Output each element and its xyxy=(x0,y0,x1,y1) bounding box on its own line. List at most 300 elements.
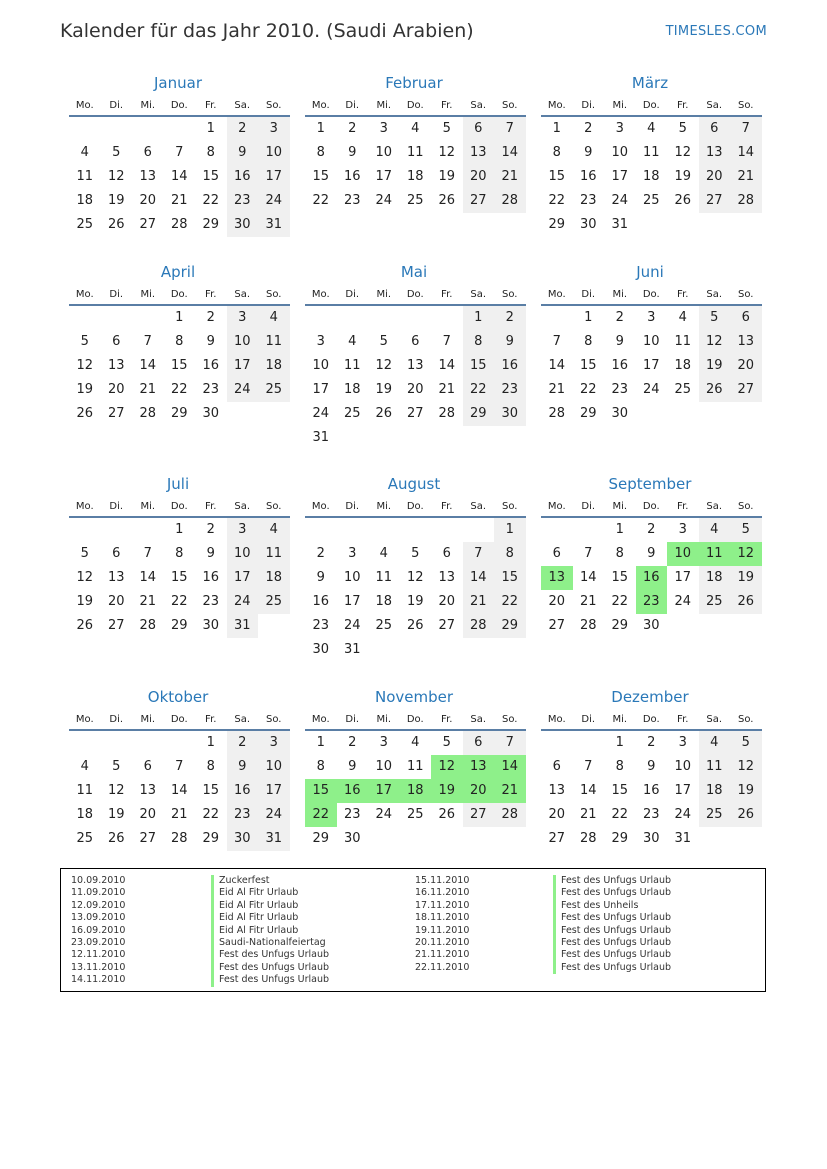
day-cell: 25 xyxy=(343,406,361,421)
legend-dates-left xyxy=(71,875,125,987)
day-cell: 6 xyxy=(699,117,731,141)
day-cell: 15 xyxy=(494,566,526,590)
month-märz xyxy=(539,73,761,237)
day-cell: 30 xyxy=(611,406,629,421)
day-cell: 14 xyxy=(579,570,597,585)
weekday-header: Di. xyxy=(573,707,605,731)
day-cell: 6 xyxy=(463,731,495,755)
day-cell: 27 xyxy=(107,406,125,421)
legend-names-left xyxy=(211,875,329,987)
empty-cell xyxy=(101,731,133,755)
weekday-header: Fr. xyxy=(195,93,227,117)
empty-cell xyxy=(636,402,668,426)
day-cell: 13 xyxy=(107,358,125,373)
weekday-header: Mi. xyxy=(604,93,636,117)
day-cell: 2 xyxy=(647,522,656,537)
weekday-header: Di. xyxy=(101,494,133,518)
empty-cell xyxy=(400,306,432,330)
day-cell: 17 xyxy=(343,594,361,609)
day-cell: 24 xyxy=(674,807,692,822)
weekday-header: Di. xyxy=(573,93,605,117)
day-cell: 1 xyxy=(494,518,526,542)
legend-date: 17.11.2010 xyxy=(415,899,470,911)
month-grid xyxy=(305,494,525,662)
day-cell: 15 xyxy=(305,779,337,803)
empty-cell xyxy=(494,426,526,450)
day-cell: 24 xyxy=(611,193,629,208)
month-grid xyxy=(69,707,289,851)
empty-cell xyxy=(69,518,101,542)
day-cell: 20 xyxy=(139,807,157,822)
day-cell: 27 xyxy=(438,618,456,633)
day-cell: 22 xyxy=(305,803,337,827)
day-cell: 16 xyxy=(202,570,220,585)
day-cell: 7 xyxy=(143,334,152,349)
day-cell: 21 xyxy=(494,779,526,803)
legend-holiday-name: Saudi-Nationalfeiertag xyxy=(211,937,329,949)
day-cell: 28 xyxy=(139,406,157,421)
day-cell: 15 xyxy=(611,783,629,798)
weekday-header: Fr. xyxy=(667,494,699,518)
day-cell: 13 xyxy=(107,570,125,585)
day-cell: 14 xyxy=(548,358,566,373)
empty-cell xyxy=(368,306,400,330)
day-cell: 15 xyxy=(170,570,188,585)
day-cell: 15 xyxy=(579,358,597,373)
brand-link[interactable]: TIMESLES.COM xyxy=(665,24,767,39)
day-cell: 2 xyxy=(494,306,526,330)
day-cell: 16 xyxy=(636,566,668,590)
day-cell: 12 xyxy=(431,755,463,779)
day-cell: 27 xyxy=(463,189,495,213)
legend-holiday-name: Fest des Unheils xyxy=(553,900,671,912)
day-cell: 23 xyxy=(343,193,361,208)
legend-date: 20.11.2010 xyxy=(415,936,470,948)
weekday-header: Sa. xyxy=(227,282,259,306)
day-cell: 7 xyxy=(552,334,561,349)
empty-cell xyxy=(730,402,762,426)
day-cell: 29 xyxy=(463,402,495,426)
weekday-header: Mi. xyxy=(604,707,636,731)
day-cell: 10 xyxy=(642,334,660,349)
empty-cell xyxy=(699,827,731,851)
day-cell: 12 xyxy=(107,783,125,798)
day-cell: 28 xyxy=(579,831,597,846)
day-cell: 7 xyxy=(584,546,593,561)
day-cell: 13 xyxy=(699,141,731,165)
day-cell: 30 xyxy=(579,217,597,232)
weekday-header: Do. xyxy=(164,93,196,117)
day-cell: 20 xyxy=(438,594,456,609)
day-cell: 22 xyxy=(202,193,220,208)
weekday-header: Sa. xyxy=(699,494,731,518)
day-cell: 5 xyxy=(80,546,89,561)
empty-cell xyxy=(463,518,495,542)
day-cell: 28 xyxy=(438,406,456,421)
weekday-header: Mo. xyxy=(541,282,573,306)
empty-cell xyxy=(368,827,400,851)
day-cell: 26 xyxy=(438,193,456,208)
month-name: Oktober xyxy=(147,688,209,706)
day-cell: 26 xyxy=(76,618,94,633)
day-cell: 18 xyxy=(699,779,731,803)
month-name: November xyxy=(374,688,454,706)
day-cell: 3 xyxy=(258,117,290,141)
empty-cell xyxy=(69,117,101,141)
day-cell: 1 xyxy=(316,735,325,750)
month-name: September xyxy=(608,475,692,493)
weekday-header: So. xyxy=(494,93,526,117)
day-cell: 17 xyxy=(375,169,393,184)
day-cell: 24 xyxy=(258,803,290,827)
weekday-header: Fr. xyxy=(431,494,463,518)
day-cell: 25 xyxy=(699,803,731,827)
weekday-header: Sa. xyxy=(699,93,731,117)
day-cell: 9 xyxy=(206,546,215,561)
day-cell: 21 xyxy=(438,382,456,397)
day-cell: 28 xyxy=(170,217,188,232)
day-cell: 18 xyxy=(642,169,660,184)
empty-cell xyxy=(69,731,101,755)
day-cell: 18 xyxy=(343,382,361,397)
weekday-header: Mo. xyxy=(541,707,573,731)
day-cell: 31 xyxy=(227,614,259,638)
day-cell: 7 xyxy=(494,117,526,141)
legend-date: 12.09.2010 xyxy=(71,899,126,911)
day-cell: 8 xyxy=(316,145,325,160)
day-cell: 27 xyxy=(699,189,731,213)
day-cell: 23 xyxy=(611,382,629,397)
day-cell: 28 xyxy=(579,618,597,633)
day-cell: 1 xyxy=(615,735,624,750)
day-cell: 26 xyxy=(699,378,731,402)
day-cell: 3 xyxy=(647,310,656,325)
empty-cell xyxy=(431,827,463,851)
day-cell: 25 xyxy=(375,618,393,633)
day-cell: 12 xyxy=(76,358,94,373)
day-cell: 13 xyxy=(541,566,573,590)
day-cell: 20 xyxy=(107,382,125,397)
day-cell: 3 xyxy=(227,518,259,542)
day-cell: 22 xyxy=(548,193,566,208)
day-cell: 14 xyxy=(463,566,495,590)
day-cell: 22 xyxy=(312,193,330,208)
day-cell: 10 xyxy=(258,141,290,165)
weekday-header: Mo. xyxy=(69,494,101,518)
legend-holiday-name: Fest des Unfugs Urlaub xyxy=(553,937,671,949)
day-cell: 13 xyxy=(139,783,157,798)
weekday-header: Do. xyxy=(400,494,432,518)
day-cell: 24 xyxy=(674,594,692,609)
day-cell: 17 xyxy=(258,779,290,803)
day-cell: 5 xyxy=(112,759,121,774)
page-title: Kalender für das Jahr 2010. (Saudi Arabien) xyxy=(60,20,474,42)
legend-dates-right xyxy=(415,875,469,974)
month-oktober xyxy=(67,687,289,851)
day-cell: 11 xyxy=(406,759,424,774)
day-cell: 16 xyxy=(227,779,259,803)
day-cell: 10 xyxy=(611,145,629,160)
weekday-header: Sa. xyxy=(699,707,731,731)
day-cell: 15 xyxy=(548,169,566,184)
day-cell: 10 xyxy=(312,358,330,373)
weekday-header: Fr. xyxy=(431,282,463,306)
day-cell: 22 xyxy=(494,590,526,614)
day-cell: 16 xyxy=(642,783,660,798)
day-cell: 29 xyxy=(312,831,330,846)
legend-date: 21.11.2010 xyxy=(415,949,470,961)
weekday-header: Do. xyxy=(636,282,668,306)
day-cell: 4 xyxy=(699,731,731,755)
day-cell: 1 xyxy=(206,735,215,750)
empty-cell xyxy=(463,426,495,450)
day-cell: 11 xyxy=(674,334,692,349)
legend-date: 22.11.2010 xyxy=(415,961,470,973)
day-cell: 10 xyxy=(343,570,361,585)
day-cell: 26 xyxy=(107,831,125,846)
day-cell: 25 xyxy=(406,193,424,208)
day-cell: 20 xyxy=(139,193,157,208)
day-cell: 5 xyxy=(730,731,762,755)
empty-cell xyxy=(667,614,699,638)
day-cell: 14 xyxy=(139,358,157,373)
day-cell: 31 xyxy=(312,430,330,445)
day-cell: 3 xyxy=(258,731,290,755)
day-cell: 16 xyxy=(494,354,526,378)
day-cell: 19 xyxy=(674,169,692,184)
day-cell: 27 xyxy=(139,831,157,846)
empty-cell xyxy=(337,426,369,450)
weekday-header: Mi. xyxy=(368,282,400,306)
day-cell: 19 xyxy=(730,779,762,803)
day-cell: 23 xyxy=(312,618,330,633)
day-cell: 4 xyxy=(348,334,357,349)
month-august xyxy=(303,474,525,662)
month-januar xyxy=(67,73,289,237)
day-cell: 18 xyxy=(76,193,94,208)
weekday-header: So. xyxy=(730,93,762,117)
day-cell: 29 xyxy=(579,406,597,421)
day-cell: 29 xyxy=(548,217,566,232)
day-cell: 20 xyxy=(463,779,495,803)
weekday-header: So. xyxy=(258,93,290,117)
day-cell: 14 xyxy=(494,141,526,165)
day-cell: 29 xyxy=(202,831,220,846)
weekday-header: Mi. xyxy=(132,282,164,306)
month-mai xyxy=(303,262,525,450)
day-cell: 17 xyxy=(674,570,692,585)
day-cell: 9 xyxy=(227,755,259,779)
month-april xyxy=(67,262,289,426)
day-cell: 29 xyxy=(611,831,629,846)
day-cell: 1 xyxy=(175,522,184,537)
day-cell: 11 xyxy=(76,169,94,184)
day-cell: 29 xyxy=(202,217,220,232)
day-cell: 23 xyxy=(636,590,668,614)
day-cell: 17 xyxy=(642,358,660,373)
legend-date: 16.11.2010 xyxy=(415,887,470,899)
empty-cell xyxy=(699,402,731,426)
day-cell: 27 xyxy=(406,406,424,421)
legend-holiday-name: Eid Al Fitr Urlaub xyxy=(211,900,329,912)
day-cell: 31 xyxy=(611,217,629,232)
weekday-header: Do. xyxy=(164,494,196,518)
day-cell: 22 xyxy=(579,382,597,397)
day-cell: 28 xyxy=(139,618,157,633)
day-cell: 9 xyxy=(494,330,526,354)
day-cell: 23 xyxy=(202,382,220,397)
day-cell: 17 xyxy=(312,382,330,397)
day-cell: 15 xyxy=(170,358,188,373)
legend-date: 15.11.2010 xyxy=(415,875,470,886)
empty-cell xyxy=(227,402,259,426)
day-cell: 9 xyxy=(647,546,656,561)
legend-holiday-name: Eid Al Fitr Urlaub xyxy=(211,887,329,899)
day-cell: 12 xyxy=(438,145,456,160)
empty-cell xyxy=(573,518,605,542)
legend-date: 13.11.2010 xyxy=(71,961,126,973)
day-cell: 16 xyxy=(337,779,369,803)
day-cell: 30 xyxy=(227,827,259,851)
day-cell: 2 xyxy=(206,522,215,537)
legend-date: 11.09.2010 xyxy=(71,887,126,899)
day-cell: 16 xyxy=(202,358,220,373)
day-cell: 31 xyxy=(258,213,290,237)
legend-holiday-name: Fest des Unfugs Urlaub xyxy=(211,949,329,961)
day-cell: 26 xyxy=(76,406,94,421)
day-cell: 1 xyxy=(615,522,624,537)
legend-holiday-name: Fest des Unfugs Urlaub xyxy=(553,962,671,974)
day-cell: 4 xyxy=(80,759,89,774)
day-cell: 17 xyxy=(227,354,259,378)
legend-holiday-name: Zuckerfest xyxy=(211,875,329,887)
weekday-header: Do. xyxy=(636,93,668,117)
day-cell: 19 xyxy=(107,807,125,822)
day-cell: 18 xyxy=(400,779,432,803)
weekday-header: So. xyxy=(730,707,762,731)
empty-cell xyxy=(730,614,762,638)
day-cell: 27 xyxy=(107,618,125,633)
day-cell: 2 xyxy=(647,735,656,750)
day-cell: 6 xyxy=(143,759,152,774)
empty-cell xyxy=(400,638,432,662)
day-cell: 5 xyxy=(730,518,762,542)
day-cell: 30 xyxy=(227,213,259,237)
day-cell: 2 xyxy=(615,310,624,325)
day-cell: 20 xyxy=(548,807,566,822)
day-cell: 9 xyxy=(348,759,357,774)
day-cell: 23 xyxy=(227,189,259,213)
month-name: Mai xyxy=(400,263,428,281)
day-cell: 27 xyxy=(463,803,495,827)
empty-cell xyxy=(699,614,731,638)
weekday-header: Sa. xyxy=(463,707,495,731)
weekday-header: Mo. xyxy=(305,494,337,518)
day-cell: 19 xyxy=(375,382,393,397)
day-cell: 15 xyxy=(611,570,629,585)
day-cell: 9 xyxy=(227,141,259,165)
day-cell: 25 xyxy=(406,807,424,822)
day-cell: 14 xyxy=(730,141,762,165)
empty-cell xyxy=(431,306,463,330)
day-cell: 23 xyxy=(642,807,660,822)
day-cell: 6 xyxy=(411,334,420,349)
weekday-header: Do. xyxy=(164,282,196,306)
day-cell: 26 xyxy=(375,406,393,421)
day-cell: 13 xyxy=(548,783,566,798)
day-cell: 5 xyxy=(442,735,451,750)
day-cell: 10 xyxy=(227,330,259,354)
day-cell: 14 xyxy=(438,358,456,373)
empty-cell xyxy=(699,213,731,237)
day-cell: 4 xyxy=(258,518,290,542)
empty-cell xyxy=(258,614,290,638)
day-cell: 7 xyxy=(442,334,451,349)
day-cell: 4 xyxy=(678,310,687,325)
day-cell: 19 xyxy=(438,169,456,184)
day-cell: 8 xyxy=(206,759,215,774)
day-cell: 28 xyxy=(463,614,495,638)
day-cell: 24 xyxy=(227,590,259,614)
day-cell: 30 xyxy=(202,618,220,633)
weekday-header: Mo. xyxy=(69,707,101,731)
day-cell: 8 xyxy=(615,759,624,774)
day-cell: 23 xyxy=(202,594,220,609)
day-cell: 18 xyxy=(258,354,290,378)
day-cell: 18 xyxy=(674,358,692,373)
month-name: Dezember xyxy=(611,688,689,706)
day-cell: 21 xyxy=(494,165,526,189)
day-cell: 3 xyxy=(615,121,624,136)
day-cell: 4 xyxy=(647,121,656,136)
day-cell: 30 xyxy=(642,618,660,633)
day-cell: 12 xyxy=(730,755,762,779)
day-cell: 20 xyxy=(699,165,731,189)
day-cell: 30 xyxy=(642,831,660,846)
day-cell: 10 xyxy=(375,759,393,774)
weekday-header: Di. xyxy=(101,707,133,731)
month-name: März xyxy=(631,74,669,92)
weekday-header: Mo. xyxy=(69,282,101,306)
day-cell: 19 xyxy=(406,594,424,609)
day-cell: 23 xyxy=(579,193,597,208)
day-cell: 25 xyxy=(76,831,94,846)
day-cell: 14 xyxy=(170,169,188,184)
day-cell: 16 xyxy=(611,358,629,373)
empty-cell xyxy=(101,306,133,330)
day-cell: 2 xyxy=(584,121,593,136)
empty-cell xyxy=(431,638,463,662)
day-cell: 12 xyxy=(76,570,94,585)
weekday-header: So. xyxy=(494,282,526,306)
day-cell: 3 xyxy=(227,306,259,330)
day-cell: 2 xyxy=(348,735,357,750)
day-cell: 12 xyxy=(375,358,393,373)
day-cell: 8 xyxy=(463,330,495,354)
day-cell: 16 xyxy=(227,165,259,189)
day-cell: 21 xyxy=(548,382,566,397)
day-cell: 10 xyxy=(674,759,692,774)
day-cell: 15 xyxy=(463,354,495,378)
weekday-header: Mi. xyxy=(604,282,636,306)
empty-cell xyxy=(541,518,573,542)
weekday-header: So. xyxy=(730,494,762,518)
day-cell: 17 xyxy=(368,779,400,803)
weekday-header: Mi. xyxy=(132,93,164,117)
day-cell: 10 xyxy=(667,542,699,566)
day-cell: 28 xyxy=(494,189,526,213)
day-cell: 2 xyxy=(227,117,259,141)
